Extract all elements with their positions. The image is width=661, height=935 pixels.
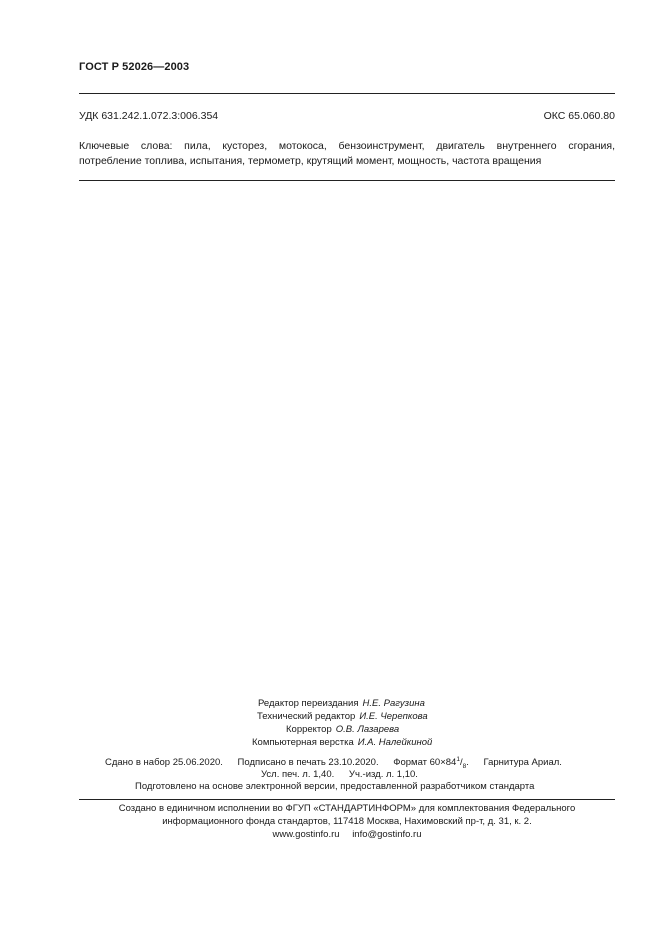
print-info-line-2 — [261, 769, 418, 780]
publication-sheets: Уч.-изд. л. 1,10. — [348, 769, 418, 780]
credit-role: Компьютерная верстка — [252, 737, 354, 748]
print-info-line-1 — [105, 756, 562, 770]
typeface: Гарнитура Ариал. — [483, 757, 562, 769]
footer-line-2: информационного фонда стандартов, 117418 Москва, Нахимовский пр-т, д. 31, к. 2. — [162, 815, 532, 827]
keywords-line-2: потребление топлива, испытания, термометр, крутящий момент, мощность, частота вращения — [79, 154, 542, 167]
prepared-note: Подготовлено на основе электронной версии, предоставленной разработчиком стандарта — [135, 781, 535, 792]
keywords-divider — [79, 180, 615, 181]
credit-reissue-editor — [258, 697, 425, 710]
format-numerator: 1 — [456, 756, 460, 763]
publisher-footer — [79, 803, 615, 841]
credit-proofreader — [286, 723, 399, 736]
email-link[interactable]: info@gostinfo.ru — [352, 828, 422, 840]
credit-name: И.А. Налейкиной — [357, 737, 433, 748]
footer-contacts — [79, 829, 615, 842]
website-link[interactable]: www.gostinfo.ru — [272, 828, 340, 840]
credit-layout — [252, 736, 432, 749]
classification-row — [79, 110, 615, 122]
paper-format: Формат $60\times 84^1/_8$. — [393, 756, 469, 771]
format-denominator: 8 — [462, 763, 467, 771]
credit-role: Редактор переиздания — [258, 698, 359, 709]
credit-name: Н.Е. Рагузина — [362, 698, 425, 709]
print-info-line-3 — [135, 781, 534, 792]
footer-divider — [79, 799, 615, 800]
keywords-line-1: Ключевые слова: пила, кусторез, мотокоса, бензоинструмент, двигатель внутреннего сгорания, — [79, 140, 615, 152]
submitted-date: Сдано в набор 25.06.2020. — [105, 757, 223, 769]
credit-name: О.В. Лазарева — [335, 724, 400, 735]
keywords-block — [79, 139, 615, 168]
credit-role: Корректор — [286, 724, 332, 735]
credit-role: Технический редактор — [257, 711, 356, 722]
document-id: ГОСТ Р 52026—2003 — [79, 61, 190, 73]
footer-line-1: Создано в единичном исполнении во ФГУП «СТАНДАРТИНФОРМ» для комплектования Федерального — [118, 803, 576, 814]
signed-date: Подписано в печать 23.10.2020. — [237, 757, 379, 769]
udk-code: УДК 631.242.1.072.3:006.354 — [79, 110, 219, 122]
credit-technical-editor — [257, 710, 428, 723]
header-divider — [79, 93, 615, 94]
printed-sheets: Усл. печ. л. 1,40. — [261, 769, 335, 780]
oks-code: ОКС 65.060.80 — [543, 110, 615, 122]
credit-name: И.Е. Черепкова — [359, 711, 428, 722]
